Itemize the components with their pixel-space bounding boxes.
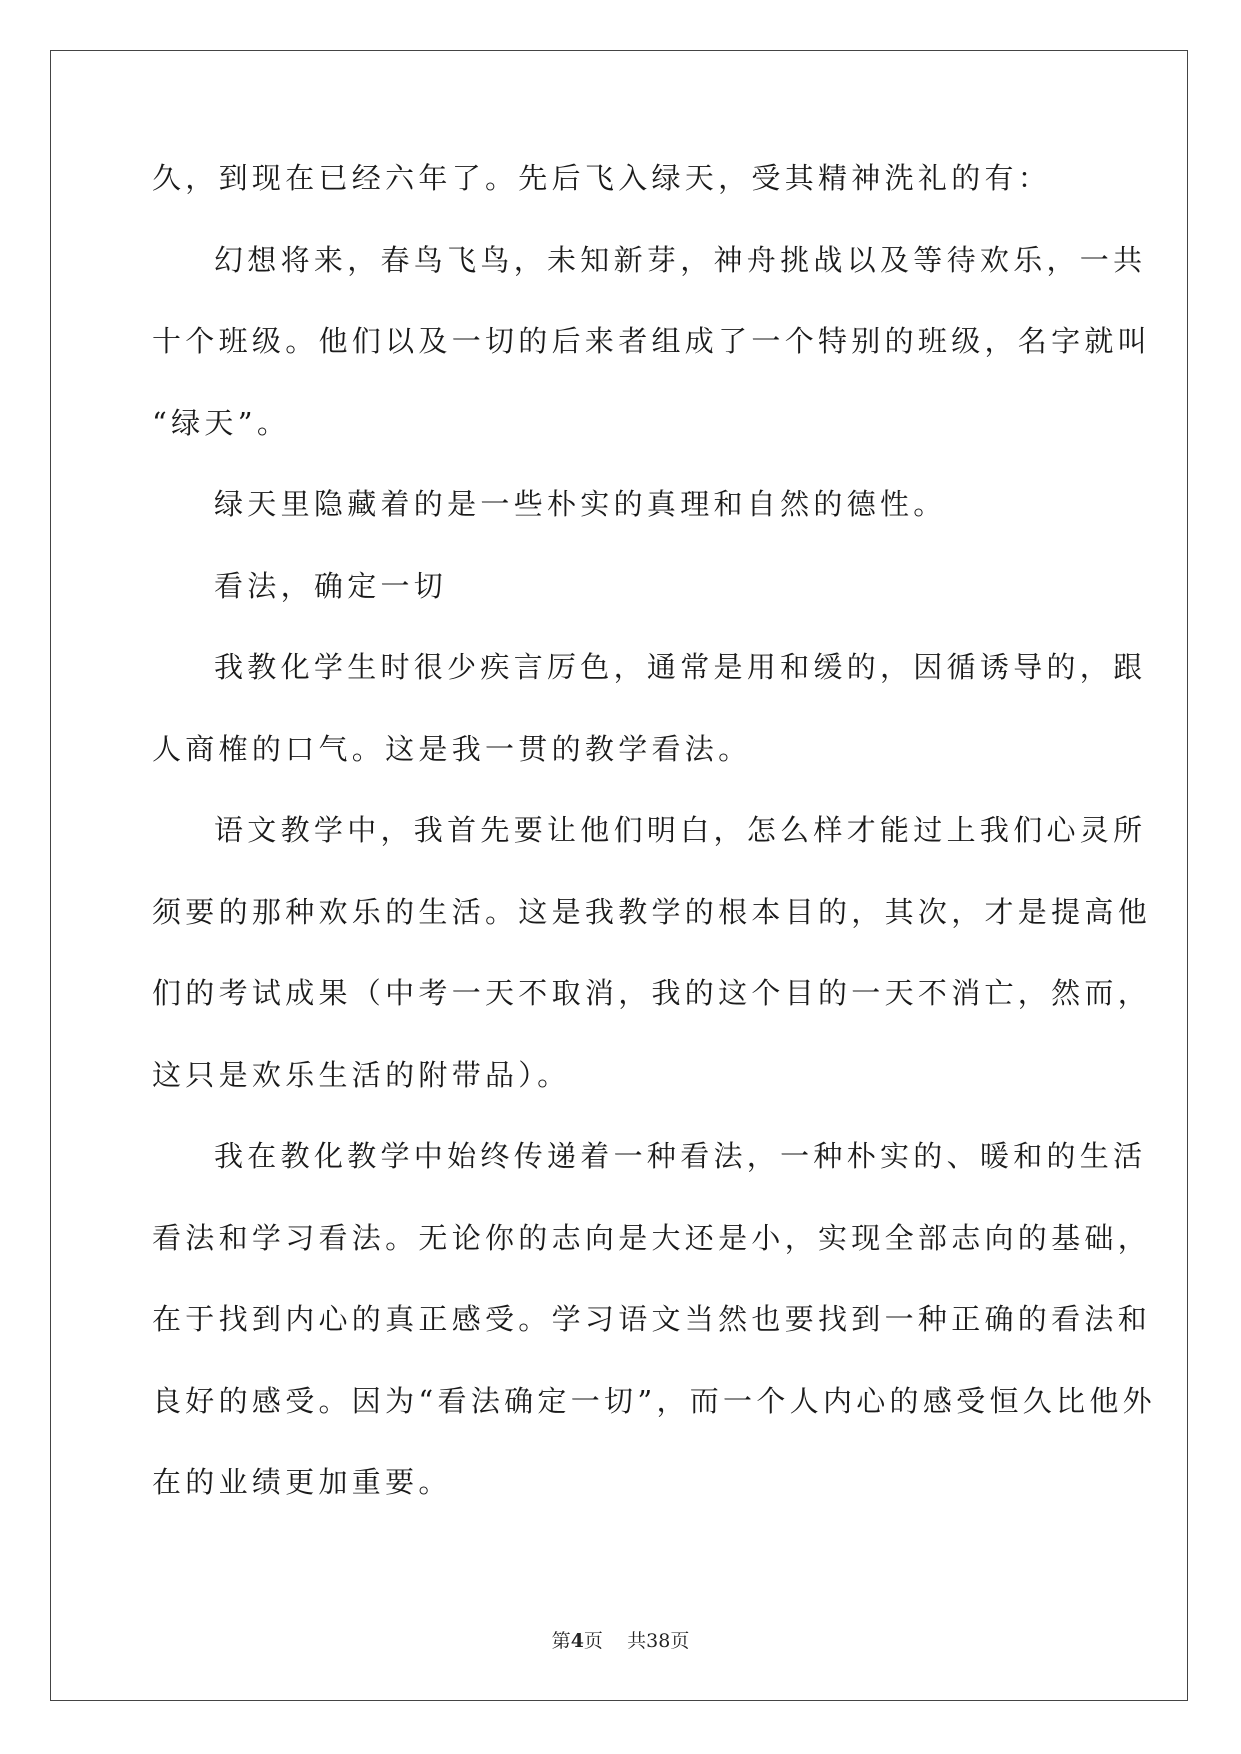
page-footer bbox=[0, 1626, 1241, 1653]
text-line: 这只是欢乐生活的附带品）。 bbox=[152, 1057, 571, 1092]
document-body bbox=[152, 160, 1156, 1524]
text-line: 须要的那种欢乐的生活。这是我教学的根本目的，其次，才是提高他 bbox=[152, 894, 1152, 929]
paragraph-line: 语文教学中，我首先要让他们明白，怎么样才能过上我们心灵所 bbox=[214, 813, 1147, 847]
text-line: 良好的感受。因为“看法确定一切”，而一个人内心的感受恒久比他外 bbox=[152, 1383, 1156, 1418]
total-suffix: 页 bbox=[670, 1630, 690, 1652]
text-line: 人商榷的口气。这是我一贯的教学看法。 bbox=[152, 731, 752, 766]
page-prefix: 第 bbox=[551, 1630, 571, 1652]
page-suffix: 页 bbox=[583, 1630, 603, 1652]
text-line: 在的业绩更加重要。 bbox=[152, 1465, 452, 1499]
paragraph-line: 我在教化教学中始终传递着一种看法，一种朴实的、暖和的生活 bbox=[214, 1139, 1147, 1173]
text-line: “绿天”。 bbox=[152, 405, 291, 440]
paragraph-line: 绿天里隐藏着的是一些朴实的真理和自然的德性。 bbox=[214, 487, 947, 521]
total-prefix: 共 bbox=[627, 1630, 647, 1652]
text-line: 在于找到内心的真正感受。学习语文当然也要找到一种正确的看法和 bbox=[152, 1302, 1152, 1336]
page-total: 38 bbox=[646, 1630, 671, 1652]
text-line: 十个班级。他们以及一切的后来者组成了一个特别的班级，名字就叫 bbox=[152, 324, 1152, 358]
paragraph-line: 我教化学生时很少疾言厉色，通常是用和缓的，因循诱导的，跟 bbox=[214, 650, 1147, 684]
text-line: 久，到现在已经六年了。先后飞入绿天，受其精神洗礼的有： bbox=[152, 161, 1052, 195]
text-line: 看法和学习看法。无论你的志向是大还是小，实现全部志向的基础， bbox=[152, 1220, 1152, 1255]
section-heading: 看法，确定一切 bbox=[214, 568, 448, 603]
page-current: 4 bbox=[570, 1630, 584, 1652]
paragraph-line: 幻想将来，春鸟飞鸟，未知新芽，神舟挑战以及等待欢乐，一共 bbox=[214, 242, 1147, 277]
text-line: 们的考试成果（中考一天不取消，我的这个目的一天不消亡，然而， bbox=[152, 976, 1152, 1010]
